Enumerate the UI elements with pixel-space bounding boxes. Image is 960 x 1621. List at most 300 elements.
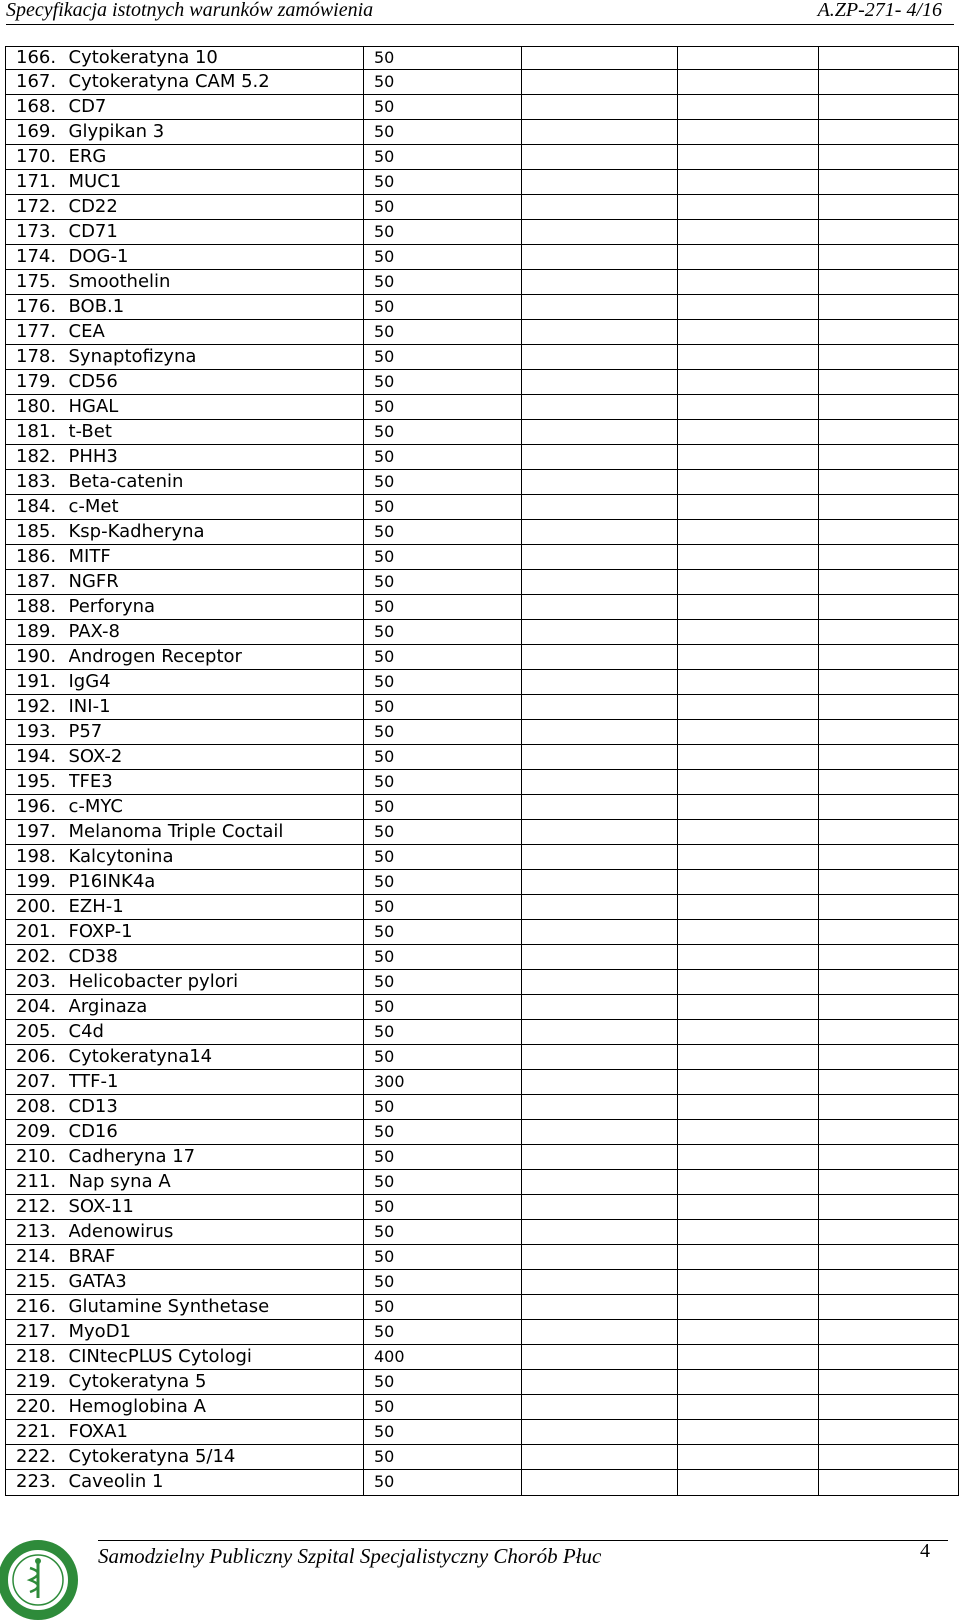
- item-name: Synaptofizyna: [69, 345, 364, 370]
- item-quantity: 50: [364, 520, 522, 545]
- row-number: 198.: [6, 845, 69, 870]
- empty-cell: [678, 395, 819, 420]
- item-name: P57: [69, 720, 364, 745]
- table-row: [6, 495, 959, 520]
- item-quantity: 50: [364, 295, 522, 320]
- item-name: Cytokeratyna 5: [69, 1370, 364, 1395]
- empty-cell: [522, 770, 678, 795]
- row-number: 173.: [6, 220, 69, 245]
- empty-cell: [678, 1095, 819, 1120]
- empty-cell: [522, 895, 678, 920]
- table-row: [6, 945, 959, 970]
- item-quantity: 50: [364, 820, 522, 845]
- table-row: [6, 820, 959, 845]
- table-row: [6, 195, 959, 220]
- table-row: [6, 1195, 959, 1220]
- item-name: TFE3: [69, 770, 364, 795]
- item-name: Glypikan 3: [69, 120, 364, 145]
- empty-cell: [522, 595, 678, 620]
- table-row: [6, 1220, 959, 1245]
- empty-cell: [678, 595, 819, 620]
- table-row: [6, 1020, 959, 1045]
- empty-cell: [819, 845, 959, 870]
- item-quantity: 50: [364, 445, 522, 470]
- table-row: [6, 370, 959, 395]
- row-number: 199.: [6, 870, 69, 895]
- empty-cell: [522, 1420, 678, 1445]
- table-row: [6, 245, 959, 270]
- item-name: MITF: [69, 545, 364, 570]
- empty-cell: [819, 270, 959, 295]
- table-row: [6, 170, 959, 195]
- row-number: 166.: [6, 47, 69, 70]
- item-name: Glutamine Synthetase: [69, 1295, 364, 1320]
- table-row: [6, 270, 959, 295]
- empty-cell: [678, 845, 819, 870]
- item-quantity: 300: [364, 1070, 522, 1095]
- row-number: 182.: [6, 445, 69, 470]
- item-quantity: 50: [364, 47, 522, 70]
- empty-cell: [819, 145, 959, 170]
- empty-cell: [819, 645, 959, 670]
- item-quantity: 50: [364, 620, 522, 645]
- table-row: [6, 895, 959, 920]
- item-name: DOG-1: [69, 245, 364, 270]
- empty-cell: [678, 1470, 819, 1496]
- item-quantity: 50: [364, 120, 522, 145]
- row-number: 181.: [6, 420, 69, 445]
- empty-cell: [522, 620, 678, 645]
- empty-cell: [819, 1020, 959, 1045]
- table-row: [6, 345, 959, 370]
- item-quantity: 50: [364, 1370, 522, 1395]
- item-name: Helicobacter pylori: [69, 970, 364, 995]
- empty-cell: [522, 820, 678, 845]
- empty-cell: [819, 670, 959, 695]
- empty-cell: [819, 1445, 959, 1470]
- specification-table-body: [6, 47, 959, 1496]
- empty-cell: [678, 570, 819, 595]
- table-row: [6, 320, 959, 345]
- empty-cell: [678, 720, 819, 745]
- row-number: 208.: [6, 1095, 69, 1120]
- empty-cell: [819, 495, 959, 520]
- empty-cell: [819, 545, 959, 570]
- item-name: PHH3: [69, 445, 364, 470]
- empty-cell: [819, 820, 959, 845]
- empty-cell: [522, 195, 678, 220]
- table-row: [6, 395, 959, 420]
- table-row: [6, 1045, 959, 1070]
- empty-cell: [678, 1320, 819, 1345]
- item-quantity: 50: [364, 1120, 522, 1145]
- empty-cell: [819, 170, 959, 195]
- empty-cell: [522, 845, 678, 870]
- item-name: CEA: [69, 320, 364, 345]
- table-row: [6, 1420, 959, 1445]
- row-number: 195.: [6, 770, 69, 795]
- empty-cell: [522, 1245, 678, 1270]
- empty-cell: [819, 1395, 959, 1420]
- empty-cell: [819, 95, 959, 120]
- empty-cell: [522, 120, 678, 145]
- item-name: EZH-1: [69, 895, 364, 920]
- table-row: [6, 770, 959, 795]
- empty-cell: [678, 1395, 819, 1420]
- row-number: 184.: [6, 495, 69, 520]
- row-number: 201.: [6, 920, 69, 945]
- row-number: 223.: [6, 1470, 69, 1496]
- empty-cell: [678, 670, 819, 695]
- empty-cell: [678, 70, 819, 95]
- table-row: [6, 1320, 959, 1345]
- specification-table: [5, 46, 959, 1496]
- empty-cell: [522, 170, 678, 195]
- item-quantity: 50: [364, 1145, 522, 1170]
- empty-cell: [522, 320, 678, 345]
- table-row: [6, 1120, 959, 1145]
- empty-cell: [522, 47, 678, 70]
- item-quantity: 50: [364, 1295, 522, 1320]
- item-quantity: 50: [364, 1420, 522, 1445]
- empty-cell: [678, 1070, 819, 1095]
- item-name: Nap syna A: [69, 1170, 364, 1195]
- empty-cell: [678, 320, 819, 345]
- table-row: [6, 570, 959, 595]
- table-row: [6, 1095, 959, 1120]
- row-number: 205.: [6, 1020, 69, 1045]
- item-name: Kalcytonina: [69, 845, 364, 870]
- empty-cell: [819, 970, 959, 995]
- footer-divider: [98, 1540, 948, 1541]
- item-name: CD38: [69, 945, 364, 970]
- empty-cell: [678, 1120, 819, 1145]
- item-name: HGAL: [69, 395, 364, 420]
- empty-cell: [819, 745, 959, 770]
- table-row: [6, 47, 959, 70]
- row-number: 213.: [6, 1220, 69, 1245]
- item-name: Cytokeratyna 10: [69, 47, 364, 70]
- empty-cell: [819, 1145, 959, 1170]
- empty-cell: [819, 47, 959, 70]
- empty-cell: [522, 245, 678, 270]
- item-quantity: 50: [364, 670, 522, 695]
- item-quantity: 50: [364, 1095, 522, 1120]
- empty-cell: [678, 47, 819, 70]
- empty-cell: [819, 570, 959, 595]
- empty-cell: [678, 120, 819, 145]
- item-quantity: 50: [364, 1220, 522, 1245]
- empty-cell: [678, 820, 819, 845]
- row-number: 169.: [6, 120, 69, 145]
- empty-cell: [678, 745, 819, 770]
- table-row: [6, 745, 959, 770]
- row-number: 200.: [6, 895, 69, 920]
- empty-cell: [522, 945, 678, 970]
- empty-cell: [522, 870, 678, 895]
- row-number: 177.: [6, 320, 69, 345]
- item-quantity: 50: [364, 1470, 522, 1496]
- table-row: [6, 970, 959, 995]
- empty-cell: [678, 620, 819, 645]
- row-number: 187.: [6, 570, 69, 595]
- table-row: [6, 420, 959, 445]
- empty-cell: [819, 1170, 959, 1195]
- empty-cell: [678, 870, 819, 895]
- row-number: 212.: [6, 1195, 69, 1220]
- empty-cell: [819, 945, 959, 970]
- item-name: TTF-1: [69, 1070, 364, 1095]
- empty-cell: [819, 695, 959, 720]
- empty-cell: [522, 395, 678, 420]
- table-row: [6, 1145, 959, 1170]
- empty-cell: [819, 720, 959, 745]
- item-name: Adenowirus: [69, 1220, 364, 1245]
- table-row: [6, 545, 959, 570]
- item-name: ERG: [69, 145, 364, 170]
- empty-cell: [819, 220, 959, 245]
- row-number: 220.: [6, 1395, 69, 1420]
- empty-cell: [819, 70, 959, 95]
- empty-cell: [819, 1270, 959, 1295]
- row-number: 180.: [6, 395, 69, 420]
- row-number: 218.: [6, 1345, 69, 1370]
- empty-cell: [522, 70, 678, 95]
- item-quantity: 50: [364, 770, 522, 795]
- empty-cell: [522, 920, 678, 945]
- row-number: 188.: [6, 595, 69, 620]
- empty-cell: [522, 1170, 678, 1195]
- item-quantity: 50: [364, 870, 522, 895]
- item-name: Arginaza: [69, 995, 364, 1020]
- table-row: [6, 1295, 959, 1320]
- item-quantity: 50: [364, 645, 522, 670]
- table-row: [6, 1370, 959, 1395]
- table-row: [6, 295, 959, 320]
- empty-cell: [522, 545, 678, 570]
- empty-cell: [522, 1045, 678, 1070]
- item-quantity: 50: [364, 1270, 522, 1295]
- item-quantity: 50: [364, 720, 522, 745]
- item-quantity: 50: [364, 495, 522, 520]
- item-quantity: 50: [364, 1395, 522, 1420]
- empty-cell: [819, 445, 959, 470]
- item-name: GATA3: [69, 1270, 364, 1295]
- item-quantity: 50: [364, 1195, 522, 1220]
- row-number: 211.: [6, 1170, 69, 1195]
- table-row: [6, 595, 959, 620]
- table-row: [6, 520, 959, 545]
- empty-cell: [819, 1195, 959, 1220]
- item-name: C4d: [69, 1020, 364, 1045]
- empty-cell: [678, 295, 819, 320]
- empty-cell: [522, 1070, 678, 1095]
- empty-cell: [678, 795, 819, 820]
- table-row: [6, 1170, 959, 1195]
- empty-cell: [522, 1095, 678, 1120]
- empty-cell: [522, 345, 678, 370]
- row-number: 178.: [6, 345, 69, 370]
- empty-cell: [678, 245, 819, 270]
- empty-cell: [678, 920, 819, 945]
- item-quantity: 50: [364, 320, 522, 345]
- item-name: MyoD1: [69, 1320, 364, 1345]
- row-number: 204.: [6, 995, 69, 1020]
- empty-cell: [678, 695, 819, 720]
- item-name: P16INK4a: [69, 870, 364, 895]
- table-row: [6, 220, 959, 245]
- empty-cell: [678, 970, 819, 995]
- item-name: CD71: [69, 220, 364, 245]
- item-quantity: 50: [364, 345, 522, 370]
- row-number: 210.: [6, 1145, 69, 1170]
- item-quantity: 50: [364, 1245, 522, 1270]
- empty-cell: [819, 1070, 959, 1095]
- item-name: Cytokeratyna CAM 5.2: [69, 70, 364, 95]
- table-row: [6, 1345, 959, 1370]
- empty-cell: [522, 645, 678, 670]
- row-number: 214.: [6, 1245, 69, 1270]
- item-name: Cadheryna 17: [69, 1145, 364, 1170]
- item-name: CD13: [69, 1095, 364, 1120]
- empty-cell: [819, 1345, 959, 1370]
- item-quantity: 50: [364, 470, 522, 495]
- empty-cell: [678, 1145, 819, 1170]
- table-row: [6, 145, 959, 170]
- empty-cell: [819, 1420, 959, 1445]
- empty-cell: [819, 1470, 959, 1496]
- item-name: FOXA1: [69, 1420, 364, 1445]
- empty-cell: [678, 1045, 819, 1070]
- row-number: 172.: [6, 195, 69, 220]
- row-number: 167.: [6, 70, 69, 95]
- row-number: 170.: [6, 145, 69, 170]
- footer-hospital-name: Samodzielny Publiczny Szpital Specjalistyczny Chorób Płuc: [98, 1544, 602, 1568]
- item-name: t-Bet: [69, 420, 364, 445]
- empty-cell: [819, 895, 959, 920]
- item-name: BOB.1: [69, 295, 364, 320]
- item-quantity: 50: [364, 545, 522, 570]
- item-name: FOXP-1: [69, 920, 364, 945]
- item-name: SOX-11: [69, 1195, 364, 1220]
- row-number: 190.: [6, 645, 69, 670]
- table-row: [6, 1470, 959, 1496]
- empty-cell: [819, 470, 959, 495]
- table-row: [6, 120, 959, 145]
- empty-cell: [819, 320, 959, 345]
- empty-cell: [678, 495, 819, 520]
- item-quantity: 50: [364, 220, 522, 245]
- empty-cell: [678, 770, 819, 795]
- empty-cell: [522, 1195, 678, 1220]
- item-quantity: 50: [364, 970, 522, 995]
- item-name: IgG4: [69, 670, 364, 695]
- row-number: 196.: [6, 795, 69, 820]
- empty-cell: [819, 395, 959, 420]
- item-quantity: 50: [364, 395, 522, 420]
- item-quantity: 50: [364, 695, 522, 720]
- item-name: CD16: [69, 1120, 364, 1145]
- item-name: Smoothelin: [69, 270, 364, 295]
- item-quantity: 400: [364, 1345, 522, 1370]
- item-name: CD56: [69, 370, 364, 395]
- item-quantity: 50: [364, 795, 522, 820]
- empty-cell: [678, 220, 819, 245]
- empty-cell: [522, 720, 678, 745]
- empty-cell: [678, 145, 819, 170]
- empty-cell: [522, 1270, 678, 1295]
- empty-cell: [819, 995, 959, 1020]
- row-number: 202.: [6, 945, 69, 970]
- empty-cell: [678, 195, 819, 220]
- empty-cell: [678, 1270, 819, 1295]
- item-name: INI-1: [69, 695, 364, 720]
- empty-cell: [522, 520, 678, 545]
- empty-cell: [819, 1095, 959, 1120]
- empty-cell: [522, 970, 678, 995]
- item-quantity: 50: [364, 1045, 522, 1070]
- table-row: [6, 845, 959, 870]
- table-row: [6, 645, 959, 670]
- empty-cell: [819, 1045, 959, 1070]
- item-quantity: 50: [364, 145, 522, 170]
- table-row: [6, 95, 959, 120]
- empty-cell: [678, 1345, 819, 1370]
- empty-cell: [678, 1170, 819, 1195]
- item-quantity: 50: [364, 1170, 522, 1195]
- empty-cell: [522, 570, 678, 595]
- item-quantity: 50: [364, 745, 522, 770]
- empty-cell: [522, 1220, 678, 1245]
- page-header: [6, 0, 954, 25]
- item-quantity: 50: [364, 245, 522, 270]
- row-number: 209.: [6, 1120, 69, 1145]
- empty-cell: [522, 420, 678, 445]
- item-quantity: 50: [364, 845, 522, 870]
- empty-cell: [678, 95, 819, 120]
- item-quantity: 50: [364, 595, 522, 620]
- table-row: [6, 695, 959, 720]
- empty-cell: [819, 520, 959, 545]
- empty-cell: [522, 220, 678, 245]
- item-name: Melanoma Triple Coctail: [69, 820, 364, 845]
- item-quantity: 50: [364, 170, 522, 195]
- row-number: 183.: [6, 470, 69, 495]
- table-row: [6, 670, 959, 695]
- empty-cell: [678, 1245, 819, 1270]
- item-name: Hemoglobina A: [69, 1395, 364, 1420]
- row-number: 185.: [6, 520, 69, 545]
- empty-cell: [819, 295, 959, 320]
- table-row: [6, 995, 959, 1020]
- hospital-logo-icon: [0, 1540, 82, 1620]
- item-name: Cytokeratyna 5/14: [69, 1445, 364, 1470]
- item-name: c-MYC: [69, 795, 364, 820]
- empty-cell: [819, 195, 959, 220]
- empty-cell: [522, 470, 678, 495]
- item-quantity: 50: [364, 195, 522, 220]
- item-name: CD7: [69, 95, 364, 120]
- row-number: 193.: [6, 720, 69, 745]
- item-quantity: 50: [364, 95, 522, 120]
- row-number: 216.: [6, 1295, 69, 1320]
- row-number: 179.: [6, 370, 69, 395]
- empty-cell: [819, 345, 959, 370]
- item-quantity: 50: [364, 1320, 522, 1345]
- item-quantity: 50: [364, 995, 522, 1020]
- row-number: 217.: [6, 1320, 69, 1345]
- empty-cell: [819, 795, 959, 820]
